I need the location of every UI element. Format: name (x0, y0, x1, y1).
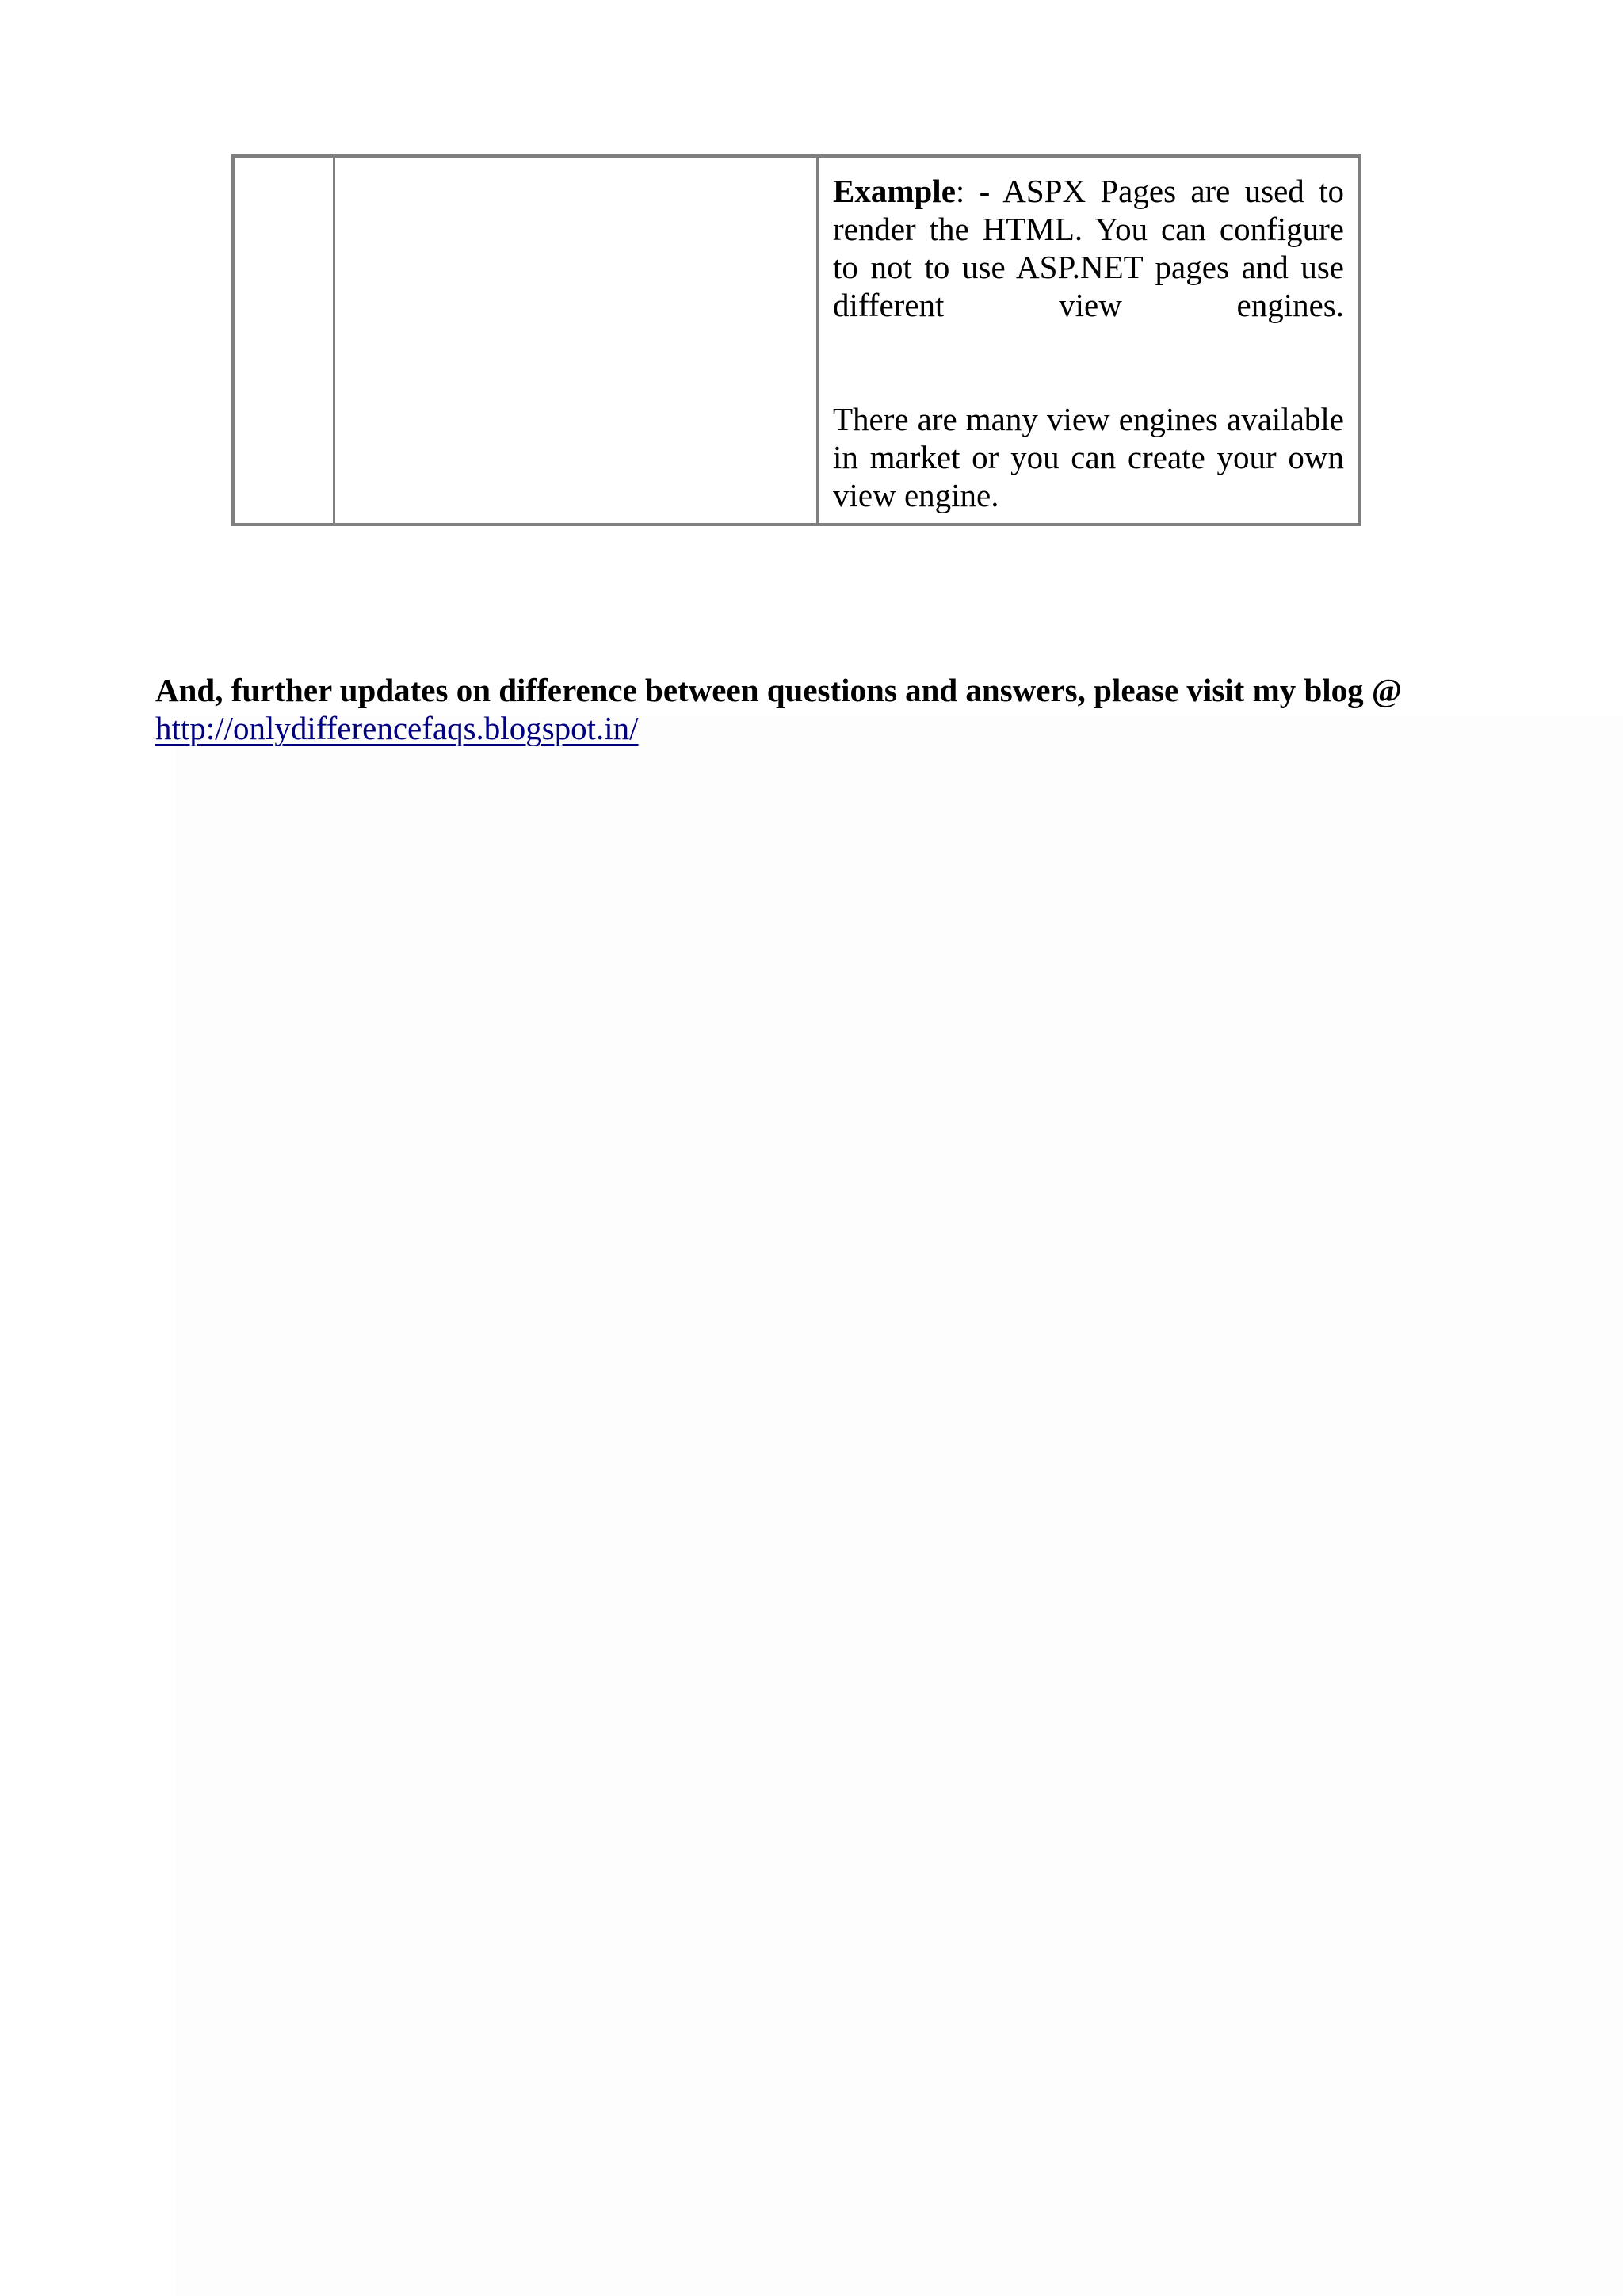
page-background-shade (176, 717, 1623, 2296)
comparison-table-fragment (231, 154, 1361, 526)
table-cell-right (819, 158, 1358, 523)
example-text: : - ASPX Pages are used to render the HTML. You can configure to not to use ASP.NET pages and use different view engines. (833, 173, 1344, 323)
table-cell-left (335, 158, 819, 523)
table-cell-number (235, 158, 335, 523)
blog-note: And, further updates on difference between questions and answers, please visit my blog @ (155, 672, 1403, 708)
blog-link[interactable]: http://onlydifferencefaqs.blogspot.in/ (155, 710, 639, 746)
view-engines-paragraph: There are many view engines available in market or you can create your own view engine. (833, 401, 1344, 513)
example-paragraph (833, 172, 1344, 324)
example-label: Example (833, 173, 956, 209)
